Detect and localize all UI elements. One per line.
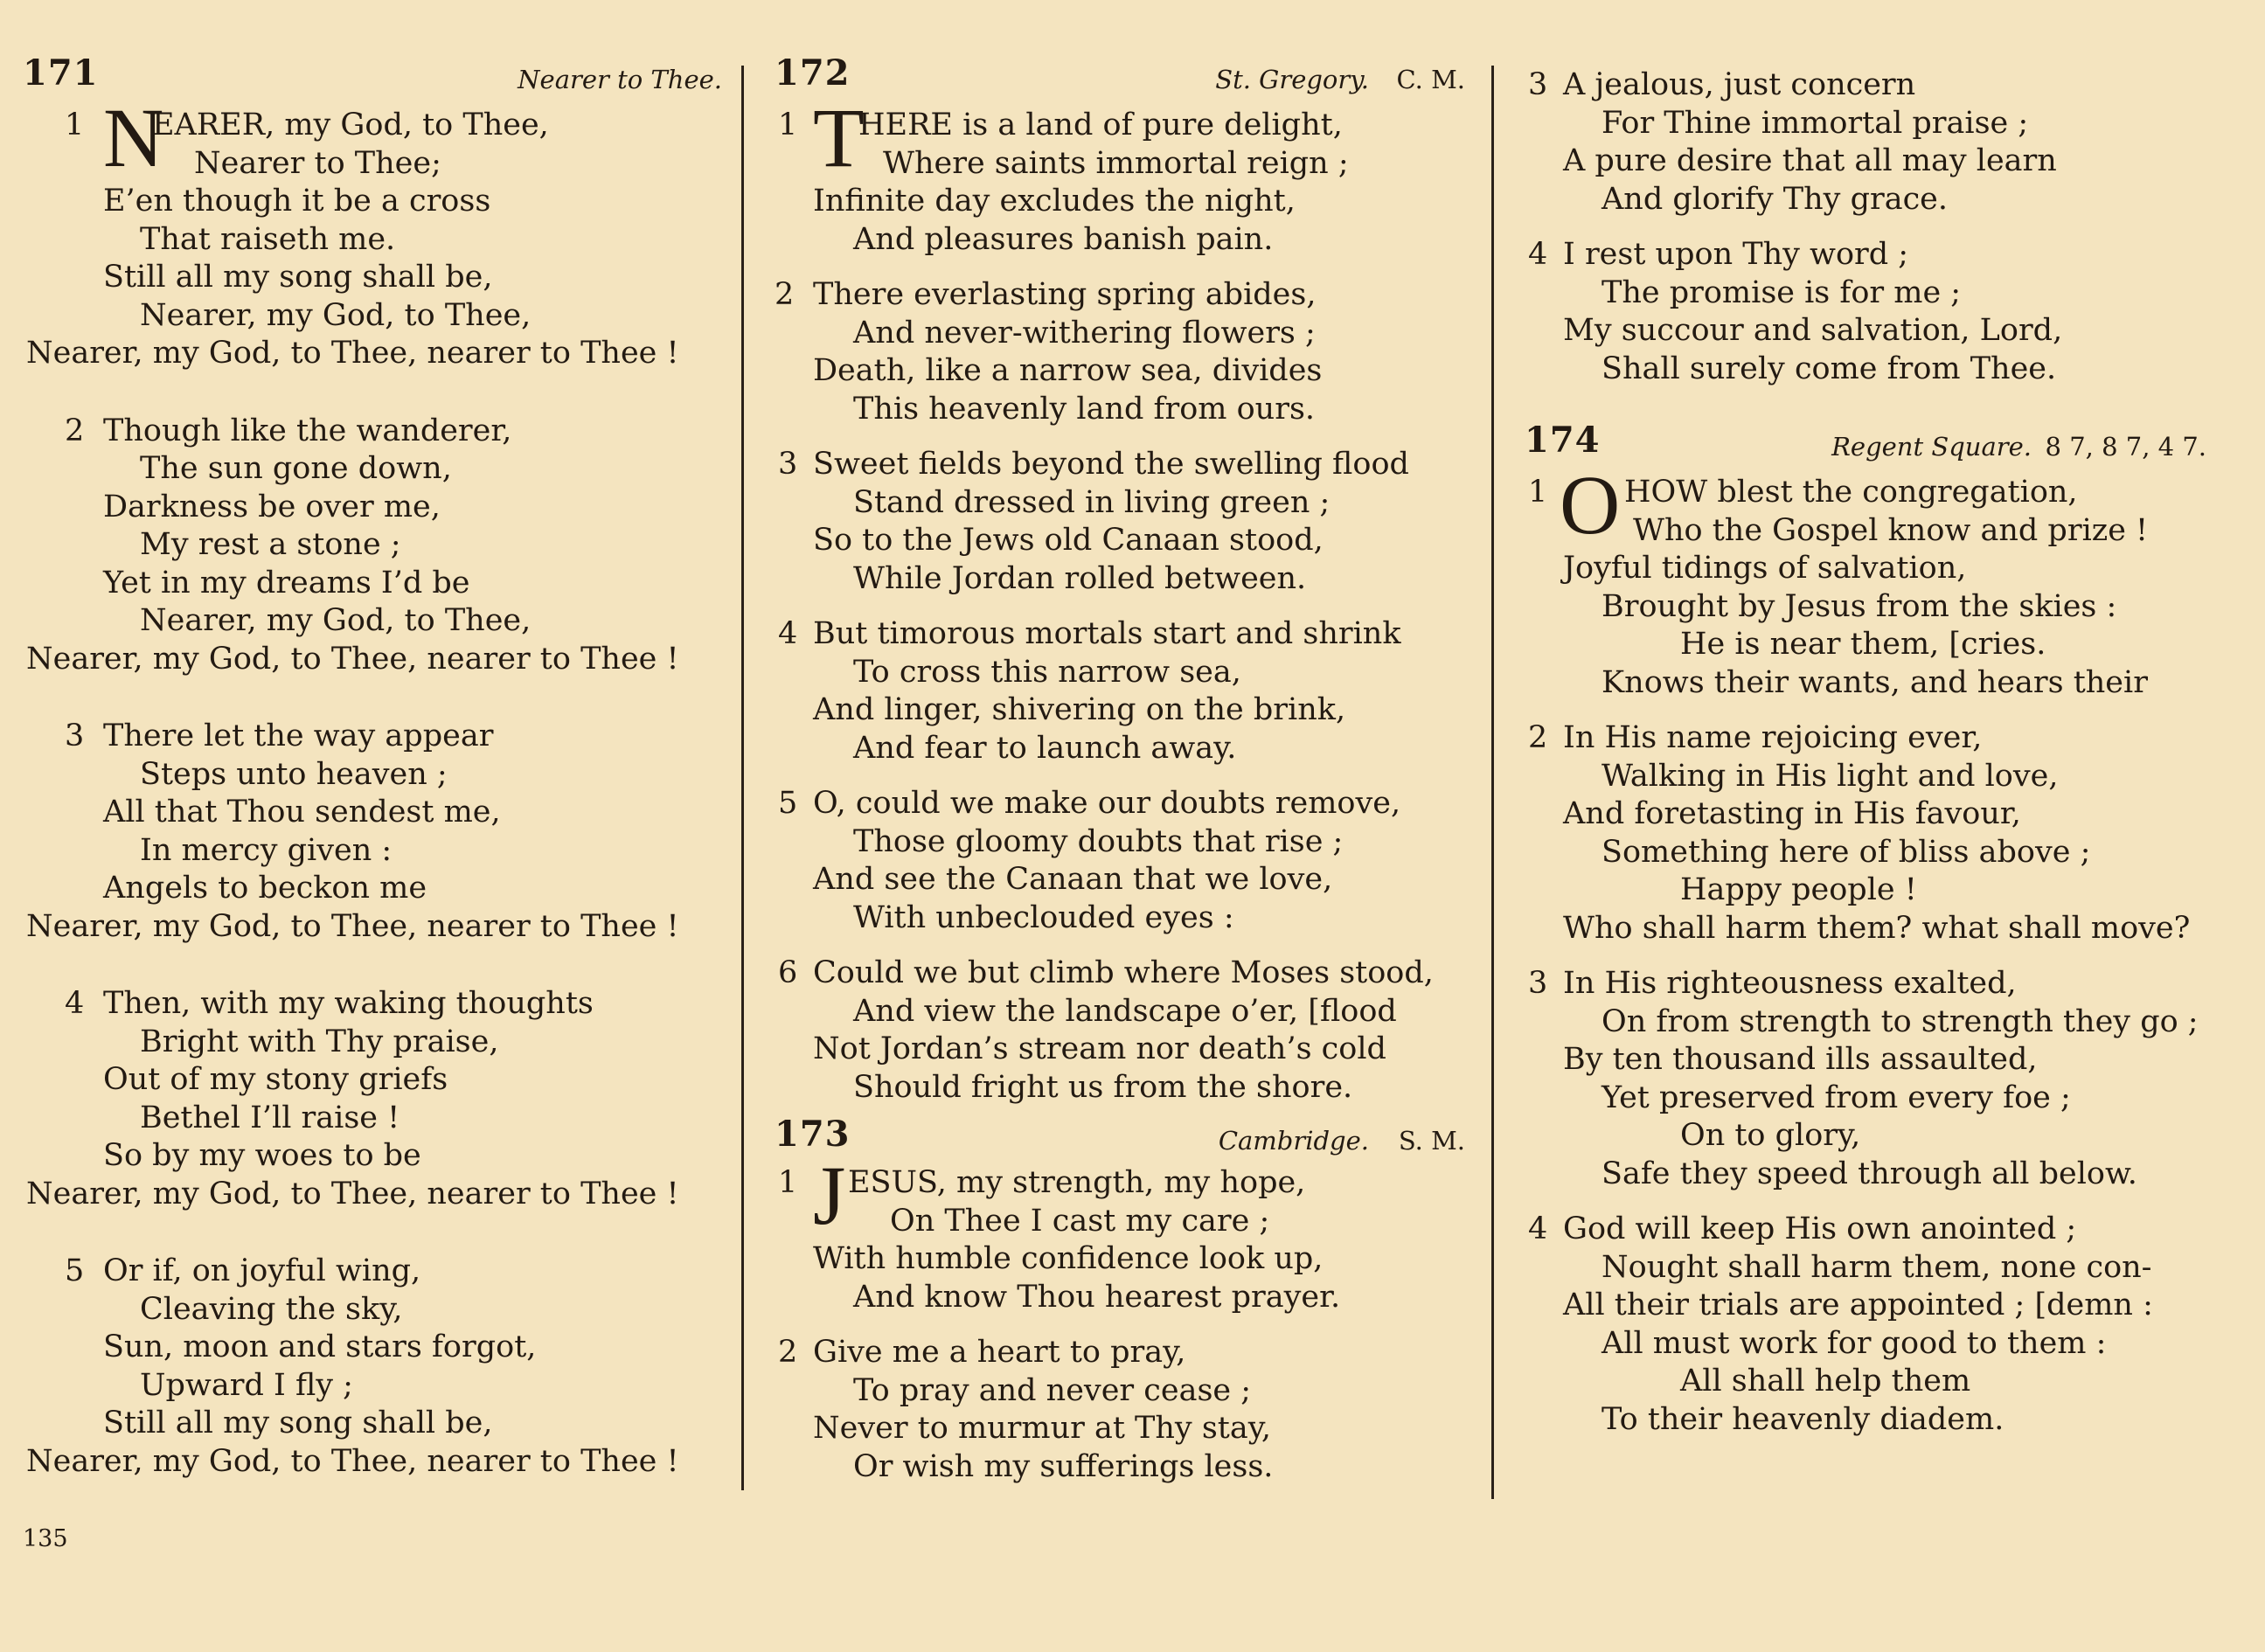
hymn-171-text xyxy=(23,91,722,1481)
line: Happy people ! xyxy=(1680,872,1917,907)
line: Brought by Jesus from the skies : xyxy=(1601,588,2117,624)
drop-cap: J xyxy=(813,1149,846,1242)
line: And know Thou hearest prayer. xyxy=(853,1279,1341,1315)
verse-number: 1 xyxy=(65,108,85,142)
column-1 xyxy=(23,52,722,1481)
line: Joyful tidings of salvation, xyxy=(1563,551,1967,586)
hymn-174-header xyxy=(1525,420,2206,474)
line: Not Jordan’s stream nor death’s cold xyxy=(813,1031,1386,1066)
line: He is near them, [cries. xyxy=(1680,627,2046,662)
line: All must work for good to them : xyxy=(1601,1325,2107,1361)
line: Knows their wants, and hears their xyxy=(1601,664,2148,700)
verse-number: 5 xyxy=(778,786,798,821)
line: God will keep His own anointed ; xyxy=(1563,1211,2077,1246)
line: Infinite day excludes the night, xyxy=(813,184,1296,219)
line: Nearer, my God, to Thee, xyxy=(140,603,532,638)
line: Should fright us from the shore. xyxy=(853,1069,1353,1105)
line: Safe they speed through all below. xyxy=(1601,1156,2137,1191)
line: Bethel I’ll raise ! xyxy=(140,1100,400,1135)
line: Who the Gospel know and prize ! xyxy=(1633,512,2149,548)
line: Where saints immortal reign ; xyxy=(883,145,1349,181)
line: Shall surely come from Thee. xyxy=(1601,351,2057,386)
line: And never-withering flowers ; xyxy=(853,315,1316,351)
line: My succour and salvation, Lord, xyxy=(1563,313,2063,348)
line: Nearer, my God, to Thee, nearer to Thee ! xyxy=(26,908,679,944)
verse-number: 2 xyxy=(775,277,795,312)
line: With humble confidence look up, xyxy=(813,1241,1324,1276)
meter: C. M. xyxy=(1396,65,1465,94)
line: Then, with my waking thoughts xyxy=(103,986,594,1021)
line: That raiseth me. xyxy=(140,221,396,257)
line: My rest a stone ; xyxy=(140,527,401,562)
line: Darkness be over me, xyxy=(103,489,441,524)
verse-number: 2 xyxy=(1528,720,1548,755)
column-divider xyxy=(1491,66,1494,1499)
line: But timorous mortals start and shrink xyxy=(813,616,1401,651)
column-2 xyxy=(775,52,1465,1486)
line: So by my woes to be xyxy=(103,1138,421,1173)
line: Could we but climb where Moses stood, xyxy=(813,955,1434,990)
hymn-number: 174 xyxy=(1525,420,1601,461)
line: All their trials are appointed ; [demn : xyxy=(1563,1288,2153,1322)
line: So to the Jews old Canaan stood, xyxy=(813,523,1324,558)
line: On Thee I cast my care ; xyxy=(890,1203,1270,1239)
line: Upward I fly ; xyxy=(140,1367,353,1403)
line: Death, like a narrow sea, divides xyxy=(813,353,1323,388)
line: A jealous, just concern xyxy=(1563,67,1916,102)
line: Cleaving the sky, xyxy=(140,1291,403,1327)
line: And linger, shivering on the brink, xyxy=(813,692,1346,727)
line: And foretasting in His favour, xyxy=(1563,796,2021,831)
line: Nearer, my God, to Thee, nearer to Thee ! xyxy=(26,336,679,371)
line: There everlasting spring abides, xyxy=(813,277,1317,312)
drop-cap: N xyxy=(103,91,164,184)
line: To their heavenly diadem. xyxy=(1601,1401,2004,1437)
line: Nearer, my God, to Thee, nearer to Thee ! xyxy=(26,1176,679,1211)
line: Or if, on joyful wing, xyxy=(103,1253,421,1288)
drop-cap: O xyxy=(1560,458,1621,552)
meter: S. M. xyxy=(1398,1126,1465,1156)
line: Nought shall harm them, none con- xyxy=(1601,1249,2152,1285)
line: Nearer, my God, to Thee, nearer to Thee ! xyxy=(26,641,679,677)
line: Stand dressed in living green ; xyxy=(853,484,1331,520)
verse-number: 4 xyxy=(65,986,85,1021)
line: Still all my song shall be, xyxy=(103,1406,493,1440)
line: Or wish my sufferings less. xyxy=(853,1448,1274,1484)
line: Give me a heart to pray, xyxy=(813,1335,1186,1370)
line: Sweet fields beyond the swelling flood xyxy=(813,447,1409,482)
hymn-173-text xyxy=(775,1149,1465,1486)
line: On from strength to strength they go ; xyxy=(1601,1003,2199,1039)
line: Nearer to Thee; xyxy=(194,145,441,181)
verse-number: 4 xyxy=(1528,237,1548,272)
line: Though like the wanderer, xyxy=(103,413,512,448)
line: This heavenly land from ours. xyxy=(853,391,1316,427)
verse-number: 1 xyxy=(1528,475,1548,510)
line: HOW blest the congregation, xyxy=(1624,475,2078,510)
line: To pray and never cease ; xyxy=(853,1372,1252,1408)
verse-number: 5 xyxy=(65,1253,85,1288)
verse-number: 1 xyxy=(778,108,798,142)
tune-name: St. Gregory. xyxy=(1215,65,1369,94)
hymn-172-header xyxy=(775,52,1465,107)
line: Yet preserved from every foe ; xyxy=(1601,1079,2071,1115)
hymn-172-text xyxy=(775,91,1465,1107)
verse-number: 3 xyxy=(1528,966,1548,1001)
line: Something here of bliss above ; xyxy=(1601,834,2091,870)
line: Yet in my dreams I’d be xyxy=(103,565,470,600)
line: In His name rejoicing ever, xyxy=(1563,720,1983,755)
hymn-number: 172 xyxy=(775,52,851,94)
hymn-number: 173 xyxy=(775,1114,851,1155)
line: For Thine immortal praise ; xyxy=(1601,105,2029,141)
verse-number: 1 xyxy=(778,1165,798,1200)
line: Who shall harm them? what shall move? xyxy=(1563,910,2191,946)
hymn-174-text xyxy=(1525,458,2206,1439)
line: And fear to launch away. xyxy=(853,730,1237,766)
line: With unbeclouded eyes : xyxy=(853,899,1234,935)
tune-name: Nearer to Thee. xyxy=(518,65,722,94)
verse-number: 3 xyxy=(778,447,798,482)
tune-name: Regent Square. xyxy=(1831,432,2032,462)
line: While Jordan rolled between. xyxy=(853,560,1307,596)
verse-number: 2 xyxy=(65,413,85,448)
verse-number: 2 xyxy=(778,1335,798,1370)
line: All that Thou sendest me, xyxy=(103,795,501,829)
line: In His righteousness exalted, xyxy=(1563,966,2017,1001)
line: In mercy given : xyxy=(140,832,393,868)
verse-number: 4 xyxy=(1528,1211,1548,1246)
line: Nearer, my God, to Thee, xyxy=(140,297,532,333)
meter: 8 7, 8 7, 4 7. xyxy=(2045,432,2206,462)
line: Nearer, my God, to Thee, nearer to Thee ! xyxy=(26,1443,679,1479)
line: A pure desire that all may learn xyxy=(1563,143,2057,178)
line: I rest upon Thy word ; xyxy=(1563,237,1909,272)
line: The promise is for me ; xyxy=(1601,274,1962,310)
line: Still all my song shall be, xyxy=(103,260,493,295)
page-number: 135 xyxy=(23,1525,68,1552)
line: And glorify Thy grace. xyxy=(1601,181,1949,217)
line: And view the landscape o’er, [flood xyxy=(853,993,1397,1029)
line: All shall help them xyxy=(1680,1364,1971,1399)
verse-number: 4 xyxy=(778,616,798,651)
column-divider xyxy=(741,66,744,1490)
line: There let the way appear xyxy=(103,718,494,753)
drop-cap: T xyxy=(813,91,865,184)
line: HERE is a land of pure delight, xyxy=(858,108,1343,142)
line: By ten thousand ills assaulted, xyxy=(1563,1042,2038,1077)
line: Out of my stony griefs xyxy=(103,1062,448,1097)
line: Never to murmur at Thy stay, xyxy=(813,1411,1271,1446)
verse-number: 3 xyxy=(65,718,85,753)
line: Bright with Thy praise, xyxy=(140,1024,499,1059)
line: On to glory, xyxy=(1680,1118,1861,1153)
hymn-number: 171 xyxy=(23,52,99,94)
hymn-173-header xyxy=(775,1114,1465,1164)
line: The sun gone down, xyxy=(140,451,452,486)
line: ESUS, my strength, my hope, xyxy=(848,1165,1306,1200)
line: O, could we make our doubts remove, xyxy=(813,786,1401,821)
line: Those gloomy doubts that rise ; xyxy=(853,823,1344,859)
line: EARER, my God, to Thee, xyxy=(152,108,549,142)
line: Steps unto heaven ; xyxy=(140,756,448,792)
line: And see the Canaan that we love, xyxy=(813,862,1333,897)
line: E’en though it be a cross xyxy=(103,184,491,219)
column-3 xyxy=(1525,66,2206,1439)
tune-name: Cambridge. xyxy=(1218,1126,1369,1156)
line: Sun, moon and stars forgot, xyxy=(103,1329,537,1364)
line: Angels to beckon me xyxy=(103,871,427,906)
hymn-173-continued xyxy=(1525,66,2206,388)
verse-number: 6 xyxy=(778,955,798,990)
line: And pleasures banish pain. xyxy=(853,221,1274,257)
line: To cross this narrow sea, xyxy=(853,654,1241,690)
verse-number: 3 xyxy=(1528,67,1548,102)
line: Walking in His light and love, xyxy=(1601,758,2059,794)
